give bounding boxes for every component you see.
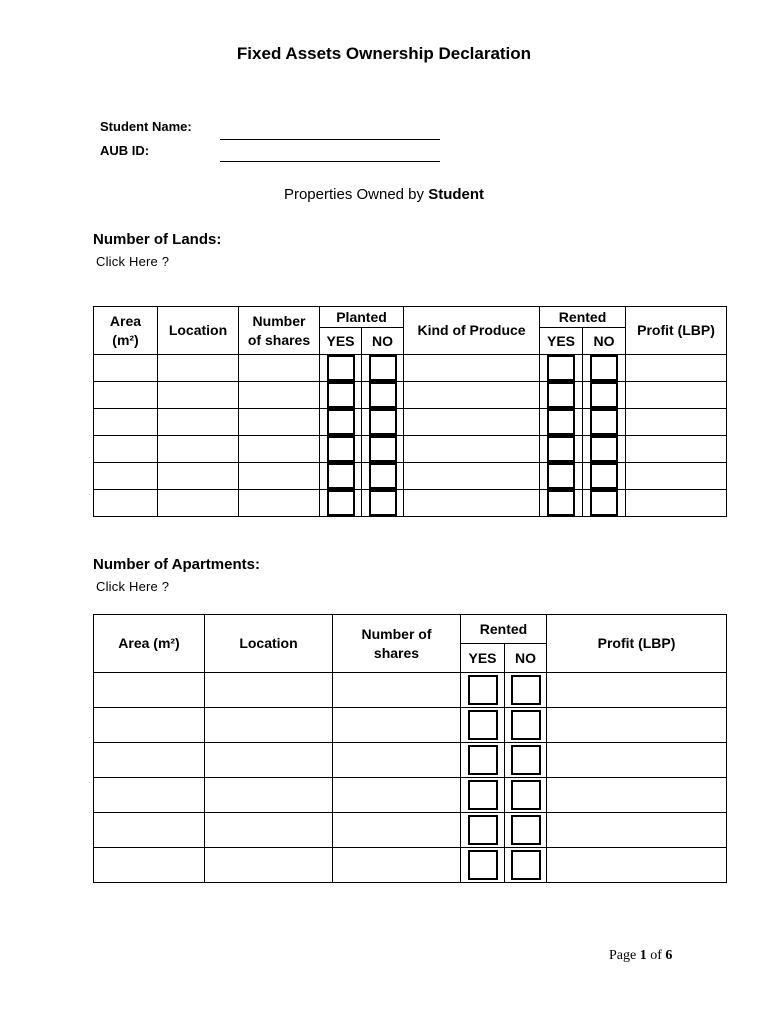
lands-header-rented-no: NO bbox=[583, 328, 626, 355]
lands-planted-yes-cell bbox=[320, 436, 362, 463]
apartments-area-cell[interactable] bbox=[94, 778, 205, 813]
rented-no-checkbox[interactable] bbox=[511, 850, 541, 880]
of-word: of bbox=[650, 948, 662, 963]
lands-produce-cell[interactable] bbox=[404, 382, 540, 409]
lands-planted-yes-cell bbox=[320, 490, 362, 517]
rented-yes-checkbox[interactable] bbox=[547, 436, 575, 462]
lands-header-planted-yes: YES bbox=[320, 328, 362, 355]
rented-no-checkbox[interactable] bbox=[511, 780, 541, 810]
lands-planted-no-cell bbox=[362, 382, 404, 409]
lands-produce-cell[interactable] bbox=[404, 409, 540, 436]
rented-yes-checkbox[interactable] bbox=[468, 815, 498, 845]
apartments-rented-no-cell bbox=[505, 743, 547, 778]
rented-no-checkbox[interactable] bbox=[590, 382, 618, 408]
lands-rented-yes-cell bbox=[540, 436, 583, 463]
lands-shares-cell[interactable] bbox=[239, 355, 320, 382]
lands-area-cell[interactable] bbox=[94, 436, 158, 463]
lands-planted-yes-cell bbox=[320, 382, 362, 409]
rented-yes-checkbox[interactable] bbox=[468, 710, 498, 740]
document-title: Fixed Assets Ownership Declaration bbox=[236, 44, 532, 63]
table-row bbox=[94, 436, 727, 463]
apartments-click-here-link[interactable]: Click Here ? bbox=[96, 579, 170, 594]
apartments-header-area: Area (m²) bbox=[94, 615, 205, 673]
rented-yes-checkbox[interactable] bbox=[547, 490, 575, 516]
lands-profit-cell[interactable] bbox=[626, 463, 727, 490]
rented-no-checkbox[interactable] bbox=[511, 675, 541, 705]
planted-yes-checkbox[interactable] bbox=[327, 409, 355, 435]
lands-shares-cell[interactable] bbox=[239, 382, 320, 409]
table-row bbox=[94, 743, 727, 778]
apartments-profit-cell[interactable] bbox=[547, 848, 727, 883]
lands-produce-cell[interactable] bbox=[404, 463, 540, 490]
rented-yes-checkbox[interactable] bbox=[547, 463, 575, 489]
lands-location-cell[interactable] bbox=[158, 436, 239, 463]
rented-no-checkbox[interactable] bbox=[590, 490, 618, 516]
lands-rented-no-cell bbox=[583, 382, 626, 409]
lands-rented-no-cell bbox=[583, 490, 626, 517]
table-row bbox=[94, 708, 727, 743]
rented-yes-checkbox[interactable] bbox=[468, 745, 498, 775]
student-name-label: Student Name: bbox=[100, 119, 192, 134]
table-row bbox=[94, 813, 727, 848]
lands-section-title: Number of Lands: bbox=[93, 231, 222, 248]
apartments-rented-no-cell bbox=[505, 708, 547, 743]
lands-produce-cell[interactable] bbox=[404, 490, 540, 517]
lands-area-cell[interactable] bbox=[94, 355, 158, 382]
rented-no-checkbox[interactable] bbox=[511, 710, 541, 740]
lands-header-rented: Rented bbox=[540, 307, 626, 328]
section-heading-owner: Student bbox=[428, 186, 485, 203]
planted-no-checkbox[interactable] bbox=[369, 382, 397, 408]
apartments-header-rented-yes: YES bbox=[461, 644, 505, 673]
lands-rented-no-cell bbox=[583, 355, 626, 382]
lands-planted-yes-cell bbox=[320, 409, 362, 436]
planted-yes-checkbox[interactable] bbox=[327, 490, 355, 516]
lands-planted-yes-cell bbox=[320, 463, 362, 490]
apartments-profit-cell[interactable] bbox=[547, 813, 727, 848]
rented-no-checkbox[interactable] bbox=[590, 409, 618, 435]
apartments-header-location: Location bbox=[205, 615, 333, 673]
apartments-profit-cell[interactable] bbox=[547, 778, 727, 813]
page-word: Page bbox=[609, 948, 637, 963]
apartments-rented-no-cell bbox=[505, 813, 547, 848]
lands-area-cell[interactable] bbox=[94, 490, 158, 517]
lands-header-planted: Planted bbox=[320, 307, 404, 328]
planted-no-checkbox[interactable] bbox=[369, 355, 397, 381]
planted-yes-checkbox[interactable] bbox=[327, 436, 355, 462]
aub-id-field[interactable] bbox=[220, 161, 440, 162]
lands-rented-yes-cell bbox=[540, 355, 583, 382]
rented-yes-checkbox[interactable] bbox=[468, 675, 498, 705]
apartments-shares-cell[interactable] bbox=[333, 673, 461, 708]
lands-header-profit: Profit (LBP) bbox=[626, 307, 727, 355]
apartments-profit-cell[interactable] bbox=[547, 743, 727, 778]
apartments-location-cell[interactable] bbox=[205, 848, 333, 883]
apartments-profit-cell[interactable] bbox=[547, 708, 727, 743]
lands-planted-no-cell bbox=[362, 409, 404, 436]
rented-no-checkbox[interactable] bbox=[590, 463, 618, 489]
apartments-area-cell[interactable] bbox=[94, 813, 205, 848]
apartments-shares-cell[interactable] bbox=[333, 778, 461, 813]
apartments-area-cell[interactable] bbox=[94, 848, 205, 883]
apartments-area-cell[interactable] bbox=[94, 708, 205, 743]
lands-rented-yes-cell bbox=[540, 382, 583, 409]
rented-no-checkbox[interactable] bbox=[590, 436, 618, 462]
lands-area-cell[interactable] bbox=[94, 382, 158, 409]
apartments-location-cell[interactable] bbox=[205, 743, 333, 778]
lands-header-area: Area (m²) bbox=[94, 307, 158, 355]
apartments-rented-no-cell bbox=[505, 848, 547, 883]
apartments-header-rented-no: NO bbox=[505, 644, 547, 673]
table-row bbox=[94, 490, 727, 517]
table-row bbox=[94, 382, 727, 409]
rented-no-checkbox[interactable] bbox=[511, 815, 541, 845]
lands-header-location: Location bbox=[158, 307, 239, 355]
apartments-rented-no-cell bbox=[505, 778, 547, 813]
planted-yes-checkbox[interactable] bbox=[327, 355, 355, 381]
apartments-location-cell[interactable] bbox=[205, 673, 333, 708]
apartments-rented-yes-cell bbox=[461, 813, 505, 848]
section-heading bbox=[0, 186, 768, 203]
apartments-header-profit: Profit (LBP) bbox=[547, 615, 727, 673]
lands-location-cell[interactable] bbox=[158, 490, 239, 517]
apartments-rented-yes-cell bbox=[461, 848, 505, 883]
lands-shares-cell[interactable] bbox=[239, 436, 320, 463]
lands-header-shares: Number of shares bbox=[239, 307, 320, 355]
lands-produce-cell[interactable] bbox=[404, 355, 540, 382]
apartments-header-shares: Number of shares bbox=[333, 615, 461, 673]
lands-rented-yes-cell bbox=[540, 463, 583, 490]
apartments-location-cell[interactable] bbox=[205, 813, 333, 848]
lands-location-cell[interactable] bbox=[158, 382, 239, 409]
table-row bbox=[94, 673, 727, 708]
planted-yes-checkbox[interactable] bbox=[327, 382, 355, 408]
rented-yes-checkbox[interactable] bbox=[547, 355, 575, 381]
lands-table bbox=[93, 306, 727, 517]
apartments-section-title: Number of Apartments: bbox=[93, 556, 260, 573]
rented-no-checkbox[interactable] bbox=[590, 355, 618, 381]
rented-yes-checkbox[interactable] bbox=[468, 850, 498, 880]
lands-click-here-link[interactable]: Click Here ? bbox=[96, 254, 170, 269]
lands-planted-no-cell bbox=[362, 463, 404, 490]
aub-id-label: AUB ID: bbox=[100, 143, 150, 158]
apartments-area-cell[interactable] bbox=[94, 743, 205, 778]
planted-no-checkbox[interactable] bbox=[369, 490, 397, 516]
lands-area-cell[interactable] bbox=[94, 409, 158, 436]
lands-planted-no-cell bbox=[362, 490, 404, 517]
apartments-shares-cell[interactable] bbox=[333, 743, 461, 778]
apartments-rented-yes-cell bbox=[461, 743, 505, 778]
table-row bbox=[94, 848, 727, 883]
table-row bbox=[94, 409, 727, 436]
planted-no-checkbox[interactable] bbox=[369, 436, 397, 462]
lands-produce-cell[interactable] bbox=[404, 436, 540, 463]
lands-shares-cell[interactable] bbox=[239, 409, 320, 436]
table-row bbox=[94, 778, 727, 813]
lands-shares-cell[interactable] bbox=[239, 490, 320, 517]
apartments-profit-cell[interactable] bbox=[547, 673, 727, 708]
section-heading-prefix: Properties Owned by bbox=[283, 186, 429, 203]
apartments-shares-cell[interactable] bbox=[333, 813, 461, 848]
lands-rented-no-cell bbox=[583, 436, 626, 463]
lands-header-kind-of-produce: Kind of Produce bbox=[404, 307, 540, 355]
lands-location-cell[interactable] bbox=[158, 409, 239, 436]
lands-header-rented-yes: YES bbox=[540, 328, 583, 355]
planted-no-checkbox[interactable] bbox=[369, 409, 397, 435]
table-row bbox=[94, 355, 727, 382]
apartments-location-cell[interactable] bbox=[205, 778, 333, 813]
apartments-header-rented: Rented bbox=[461, 615, 547, 644]
apartments-area-cell[interactable] bbox=[94, 673, 205, 708]
lands-location-cell[interactable] bbox=[158, 463, 239, 490]
lands-profit-cell[interactable] bbox=[626, 436, 727, 463]
lands-area-cell[interactable] bbox=[94, 463, 158, 490]
apartments-table bbox=[93, 614, 727, 883]
lands-rented-no-cell bbox=[583, 409, 626, 436]
table-row bbox=[94, 463, 727, 490]
lands-profit-cell[interactable] bbox=[626, 409, 727, 436]
apartments-rented-yes-cell bbox=[461, 778, 505, 813]
lands-planted-no-cell bbox=[362, 436, 404, 463]
rented-yes-checkbox[interactable] bbox=[468, 780, 498, 810]
rented-no-checkbox[interactable] bbox=[511, 745, 541, 775]
rented-yes-checkbox[interactable] bbox=[547, 409, 575, 435]
lands-header-planted-no: NO bbox=[362, 328, 404, 355]
lands-rented-yes-cell bbox=[540, 490, 583, 517]
lands-planted-no-cell bbox=[362, 355, 404, 382]
apartments-location-cell[interactable] bbox=[205, 708, 333, 743]
lands-rented-yes-cell bbox=[540, 409, 583, 436]
planted-yes-checkbox[interactable] bbox=[327, 463, 355, 489]
lands-planted-yes-cell bbox=[320, 355, 362, 382]
apartments-rented-no-cell bbox=[505, 673, 547, 708]
apartments-rented-yes-cell bbox=[461, 708, 505, 743]
total-pages-number: 6 bbox=[665, 948, 673, 963]
student-name-field[interactable] bbox=[220, 139, 440, 140]
lands-rented-no-cell bbox=[583, 463, 626, 490]
apartments-rented-yes-cell bbox=[461, 673, 505, 708]
page-footer bbox=[609, 948, 672, 964]
current-page-number: 1 bbox=[639, 948, 647, 963]
lands-profit-cell[interactable] bbox=[626, 355, 727, 382]
rented-yes-checkbox[interactable] bbox=[547, 382, 575, 408]
lands-profit-cell[interactable] bbox=[626, 490, 727, 517]
apartments-shares-cell[interactable] bbox=[333, 708, 461, 743]
lands-shares-cell[interactable] bbox=[239, 463, 320, 490]
lands-profit-cell[interactable] bbox=[626, 382, 727, 409]
apartments-shares-cell[interactable] bbox=[333, 848, 461, 883]
lands-location-cell[interactable] bbox=[158, 355, 239, 382]
planted-no-checkbox[interactable] bbox=[369, 463, 397, 489]
